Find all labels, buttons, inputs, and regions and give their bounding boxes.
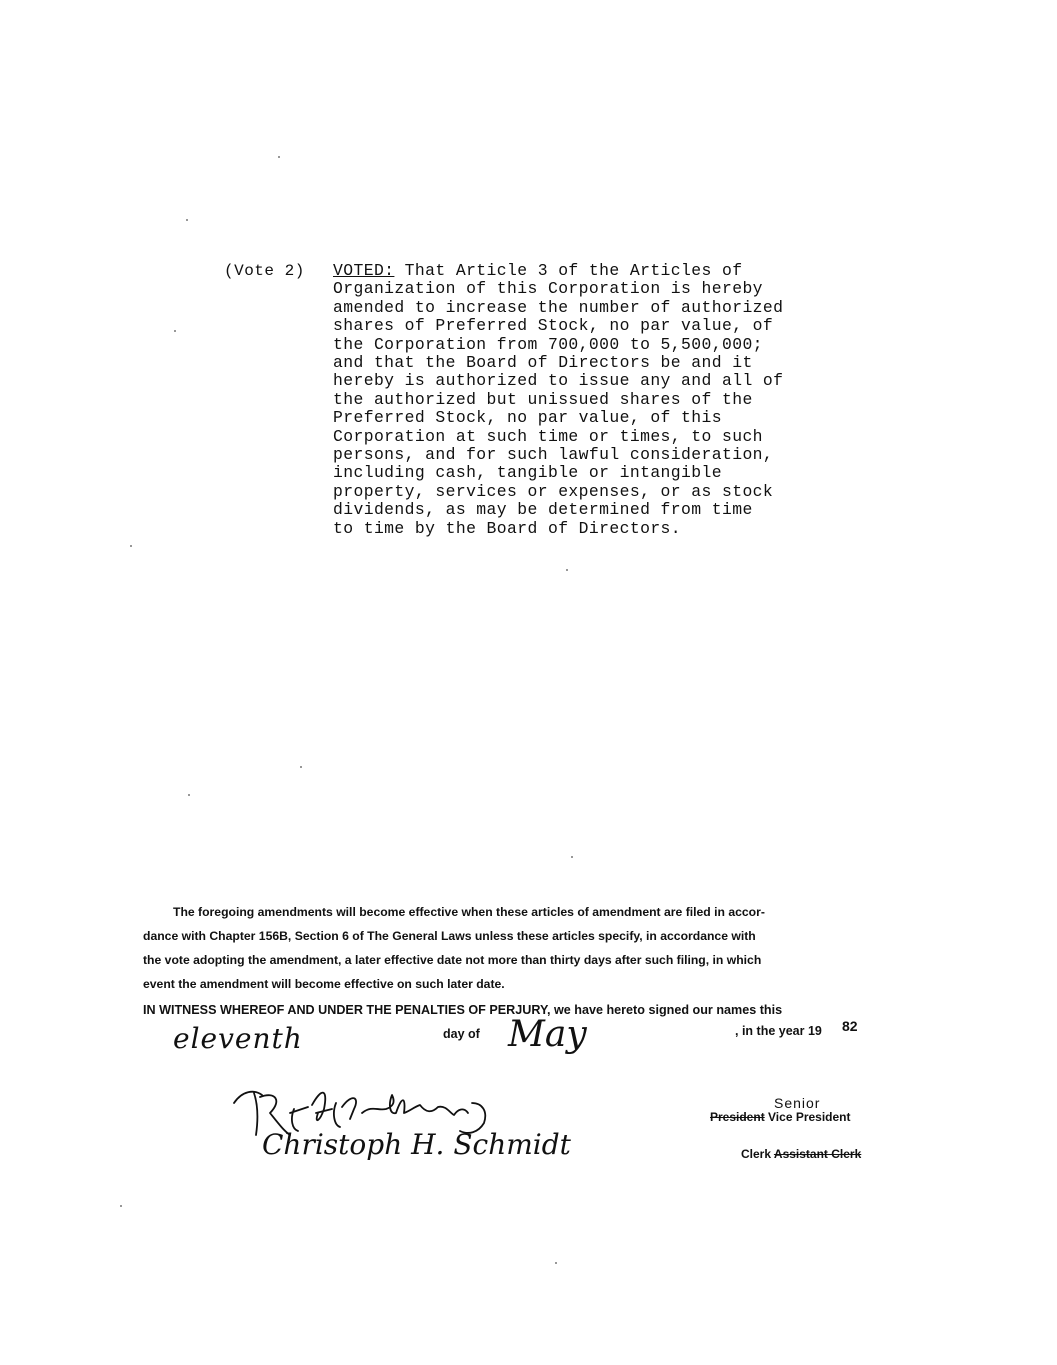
scan-speck bbox=[278, 156, 280, 158]
vote-line-4: shares of Preferred Stock, no par value, of bbox=[333, 316, 774, 336]
voted-label: VOTED: bbox=[333, 261, 395, 280]
handwritten-month: May bbox=[508, 1014, 587, 1055]
scan-speck bbox=[186, 219, 188, 221]
vote-line-9: Preferred Stock, no par value, of this bbox=[333, 408, 722, 428]
effective-statement-line-4: event the amendment will become effective on such later date. bbox=[143, 977, 505, 991]
day-of-label: day of bbox=[443, 1027, 480, 1041]
vote-line-8: the authorized but unissued shares of the bbox=[333, 389, 753, 409]
vote-number: (Vote 2) bbox=[224, 262, 305, 280]
handwritten-year: 82 bbox=[842, 1018, 858, 1034]
vote-line-5: the Corporation from 700,000 to 5,500,000; bbox=[333, 334, 763, 354]
clerk-label: Clerk bbox=[741, 1147, 774, 1161]
scan-speck bbox=[555, 1262, 557, 1264]
scan-speck bbox=[571, 856, 573, 858]
vote-line-1: VOTED: That Article 3 of the Articles of bbox=[333, 261, 743, 280]
witness-clause: IN WITNESS WHEREOF AND UNDER THE PENALTIES OF PERJURY, we have hereto signed our names this bbox=[143, 1003, 783, 1017]
scan-speck bbox=[300, 766, 302, 768]
vote-line-2: Organization of this Corporation is hereby bbox=[333, 279, 763, 299]
scan-speck bbox=[188, 794, 190, 796]
scan-speck bbox=[130, 545, 132, 547]
vote-line-3: amended to increase the number of authorized bbox=[333, 297, 784, 317]
struck-assistant-clerk: Assistant Clerk bbox=[773, 1147, 862, 1161]
scan-speck bbox=[174, 330, 176, 332]
vote-line-13: property, services or expenses, or as stock bbox=[333, 481, 774, 501]
effective-statement-line-1: The foregoing amendments will become effective when these articles of amendment are filed in accor- bbox=[173, 905, 765, 919]
clerk-title bbox=[741, 1147, 861, 1161]
scan-speck bbox=[120, 1205, 122, 1207]
scan-speck bbox=[566, 569, 568, 571]
clerk-signature: Christoph H. Schmidt bbox=[262, 1128, 571, 1161]
vote-line-14: dividends, as may be determined from time bbox=[333, 500, 753, 520]
vote-line-10: Corporation at such time or times, to such bbox=[333, 426, 763, 446]
handwritten-senior: Senior bbox=[774, 1095, 821, 1111]
vote-line-11: persons, and for such lawful consideration, bbox=[333, 445, 774, 465]
vote-line-7: hereby is authorized to issue any and all of bbox=[333, 371, 784, 391]
struck-president: President bbox=[710, 1110, 765, 1124]
handwritten-day: eleventh bbox=[173, 1022, 303, 1055]
effective-statement-line-3: the vote adopting the amendment, a later effective date not more than thirty days after such filing, in which bbox=[143, 953, 762, 967]
vote-line-6: and that the Board of Directors be and it bbox=[333, 353, 753, 373]
year-label: , in the year 19 bbox=[735, 1024, 822, 1038]
effective-statement-line-2: dance with Chapter 156B, Section 6 of The General Laws unless these articles specify, in accordance with bbox=[143, 929, 756, 943]
vote-line-15: to time by the Board of Directors. bbox=[333, 518, 682, 538]
vice-president-label: Vice President bbox=[764, 1110, 851, 1124]
vote-line-12: including cash, tangible or intangible bbox=[333, 463, 722, 483]
vote-resolution bbox=[333, 262, 853, 538]
officer-title bbox=[710, 1110, 851, 1124]
